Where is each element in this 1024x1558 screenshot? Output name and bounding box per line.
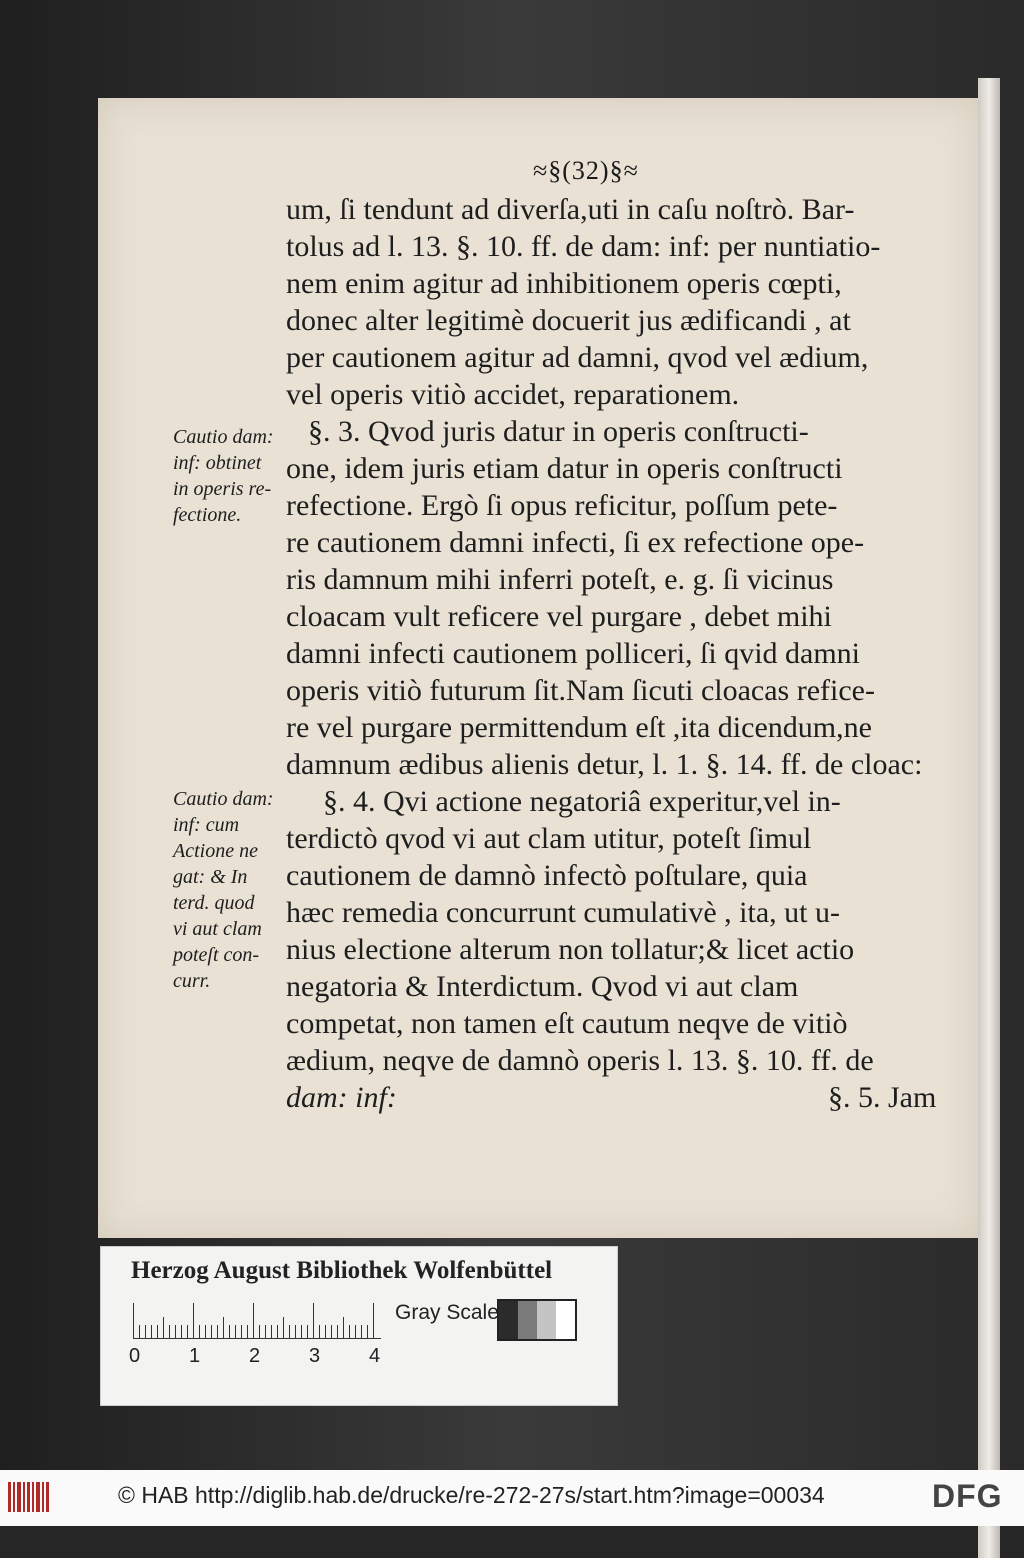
text-line: §. 4. Qvi actione negatoriâ experitur,vel in- [323,785,841,818]
text-line: cautionem de damnò infectò poſtulare, quia [286,859,808,892]
text-line: nius electione alterum non tollatur;& licet actio [286,933,855,966]
barcode-icon [8,1482,50,1512]
ruler-number: 1 [189,1345,201,1367]
text-line: dam: inf: [286,1081,397,1114]
text-line: tolus ad l. 13. §. 10. ff. de dam: inf: per nuntiatio- [286,230,881,263]
text-line: terdictò qvod vi aut clam utitur, poteſt ſimul [286,822,812,855]
text-line: nem enim agitur ad inhibitionem operis cœpti, [286,267,842,300]
swatch-light [537,1301,556,1339]
text-line: donec alter legitimè docuerit jus ædificandi , at [286,304,851,337]
margin-note: curr. [173,970,211,992]
margin-note: Cautio dam: [173,788,274,810]
swatch-mid [518,1301,537,1339]
text-line: ris damnum mihi inferri poteſt, e. g. ſi vicinus [286,563,834,596]
text-line: um, ſi tendunt ad diverſa,uti in caſu noſtrò. Bar- [286,193,855,226]
ruler-number: 4 [369,1345,381,1367]
margin-note: fectione. [173,504,242,526]
margin-note: vi aut clam [173,918,262,940]
text-line: re vel purgare permittendum eſt ,ita dicendum,ne [286,711,872,744]
margin-note: gat: & In [173,866,248,888]
text-line: damnum ædibus alienis detur, l. 1. §. 14. ff. de cloac: [286,748,923,781]
margin-note: in operis re- [173,478,272,500]
swatch-white [556,1301,575,1339]
text-line: negatoria & Interdictum. Qvod vi aut clam [286,970,799,1003]
color-calibration-label [100,1246,618,1406]
page-edge [978,78,1000,1558]
text-line: vel operis vitiò accidet, reparationem. [286,378,740,411]
text-line: re cautionem damni infecti, ſi ex refectione ope- [286,526,865,559]
copyright-url[interactable]: © HAB http://diglib.hab.de/drucke/re-272-27s/start.htm?image=00034 [118,1482,825,1508]
text-line: hæc remedia concurrunt cumulativè , ita, ut u- [286,896,840,929]
text-line: damni infecti cautionem polliceri, ſi qvid damni [286,637,861,670]
ruler-number: 2 [249,1345,261,1367]
text-line: ædium, neqve de damnò operis l. 13. §. 10. ff. de [286,1044,874,1077]
viewer-footer [0,1470,1024,1526]
margin-note: inf: obtinet [173,452,262,474]
margin-note: inf: cum [173,814,240,836]
swatch-dark [499,1301,518,1339]
margin-note: terd. quod [173,892,255,914]
text-line: one, idem juris etiam datur in operis conſtructi [286,452,843,485]
margin-note: Actione ne [173,840,258,862]
margin-note: Cautio dam: [173,426,274,448]
text-line: cloacam vult reficere vel purgare , debet mihi [286,600,832,633]
catchword: §. 5. Jam [828,1081,937,1114]
ruler [133,1303,381,1339]
text-line: refectione. Ergò ſi opus reficitur, poſſum pete- [286,489,838,522]
running-head: ≈§(32)§≈ [533,156,639,185]
text-line: per cautionem agitur ad damni, qvod vel ædium, [286,341,869,374]
dfg-logo: DFG [932,1478,1003,1514]
text-line: §. 3. Qvod juris datur in operis conſtructi- [308,415,809,448]
text-line: operis vitiò futurum ſit.Nam ſicuti cloacas refice- [286,674,875,707]
margin-note: poteſt con- [173,944,260,966]
ruler-number: 0 [129,1345,141,1367]
book-page [98,98,978,1238]
text-line: competat, non tamen eſt cautum neqve de vitiò [286,1007,848,1040]
gray-scale-label: Gray Scale [395,1301,499,1324]
ruler-number: 3 [309,1345,321,1367]
library-name: Herzog August Bibliothek Wolfenbüttel [131,1257,553,1284]
gray-scale-swatches [497,1299,577,1341]
